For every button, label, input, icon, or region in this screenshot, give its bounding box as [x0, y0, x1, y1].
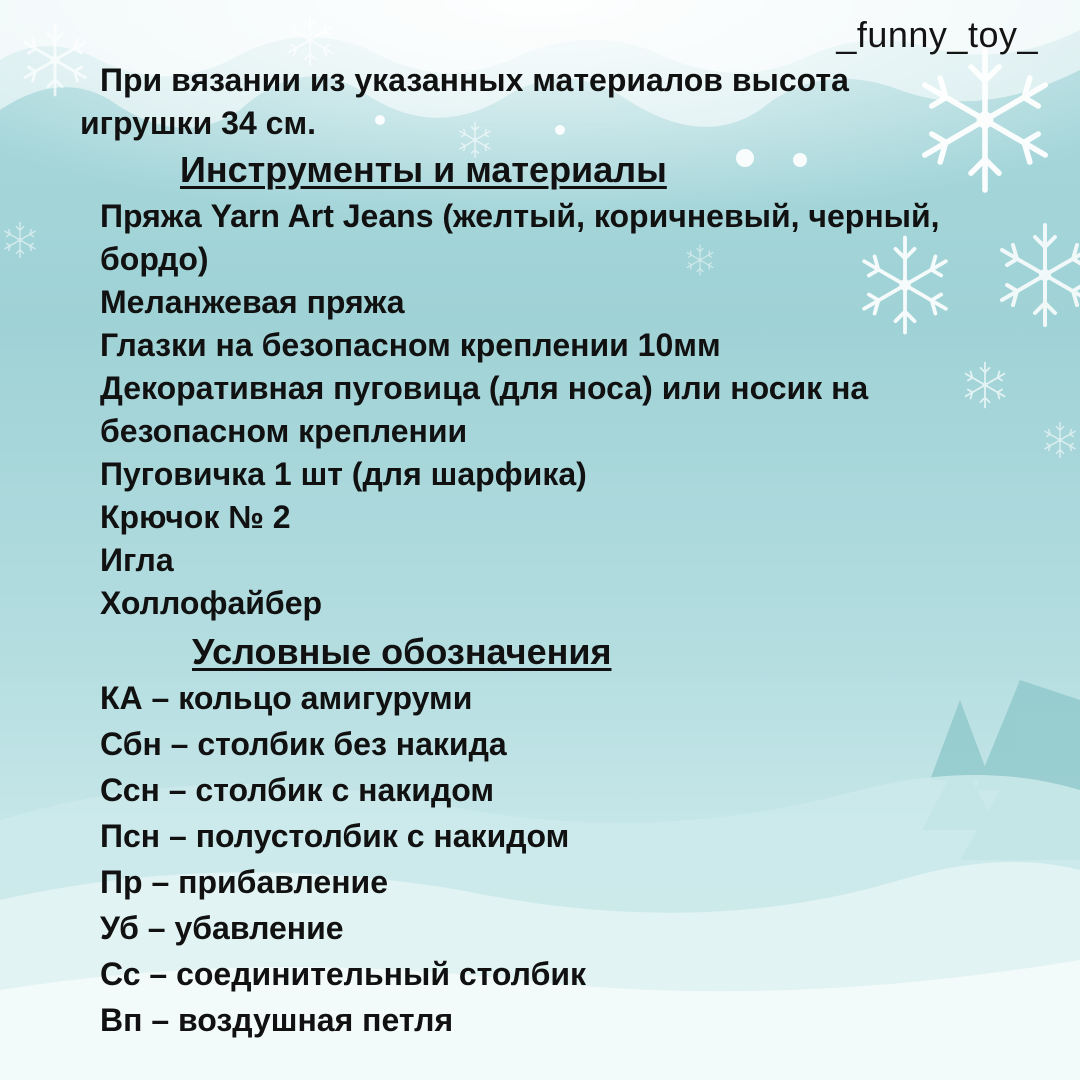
intro-line-1: При вязании из указанных материалов высота [100, 62, 849, 98]
list-item: Уб – убавление [100, 910, 344, 946]
intro-line-2: игрушки 34 см. [80, 105, 317, 141]
list-item: Холлофайбер [100, 585, 323, 621]
list-item: Сбн – столбик без накида [100, 726, 507, 762]
list-item: Игла [100, 542, 174, 578]
watermark-text: _funny_toy_ [836, 14, 1038, 55]
list-item: Вп – воздушная петля [100, 1002, 454, 1038]
list-item: Сс – соединительный столбик [100, 956, 587, 992]
list-item: Ссн – столбик с накидом [100, 772, 495, 808]
list-item: Пряжа Yarn Art Jeans (желтый, коричневый, черный, [100, 198, 940, 234]
list-item: Декоративная пуговица (для носа) или носик на [100, 370, 869, 406]
list-item: КА – кольцо амигуруми [100, 680, 473, 716]
legend-heading: Условные обозначения [192, 631, 612, 672]
list-item: безопасном креплении [100, 413, 468, 449]
list-item: Глазки на безопасном креплении 10мм [100, 327, 721, 363]
list-item: Пр – прибавление [100, 864, 388, 900]
list-item: бордо) [100, 241, 209, 277]
list-item: Меланжевая пряжа [100, 284, 405, 320]
list-item: Псн – полустолбик с накидом [100, 818, 570, 854]
list-item: Пуговичка 1 шт (для шарфика) [100, 456, 587, 492]
materials-heading: Инструменты и материалы [180, 149, 667, 190]
list-item: Крючок № 2 [100, 499, 291, 535]
